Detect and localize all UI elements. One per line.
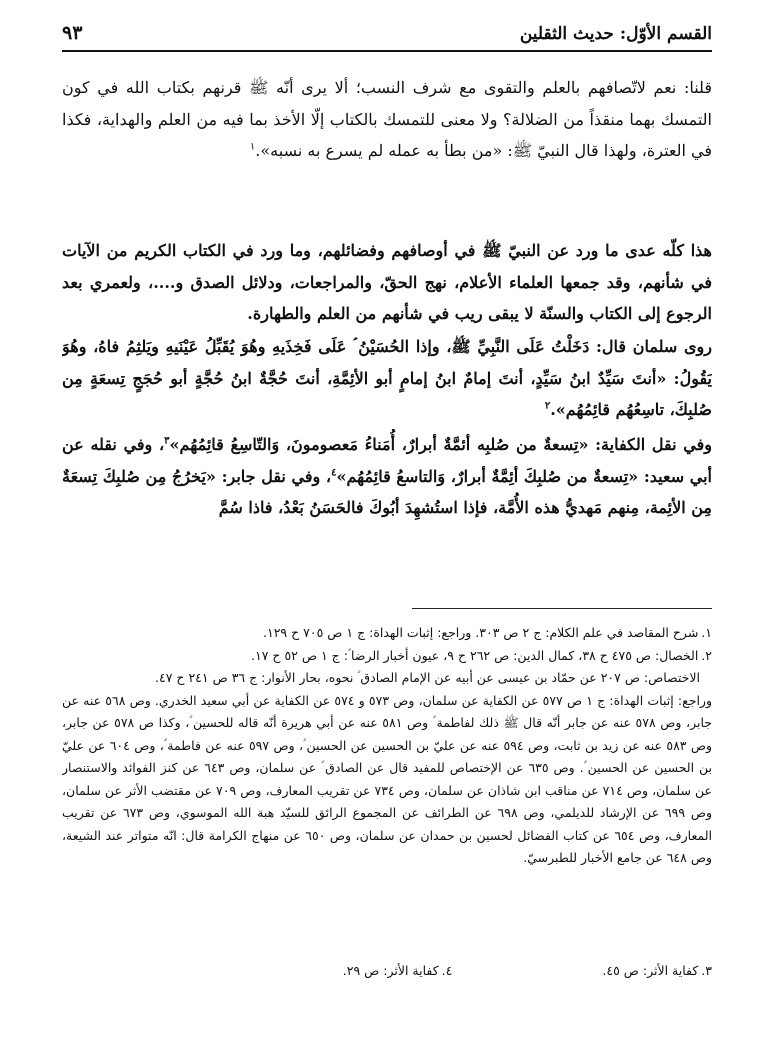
- page-header: [62, 20, 712, 52]
- footnote-number: ٤.: [441, 962, 453, 978]
- footnote-3-4-row: [62, 960, 712, 983]
- paragraph-text: هذا كلّه عدى ما ورد عن النبيّ ﷺ في أوصافهم وفضائلهم، وما ورد في الكتاب الكريم من الآيات في شأنهم، وقد جمعها العلماء الأعلام، نهج الحقّ، والمراجعات، ودلائل الصدق و....، ولعمري بعد الرجوع إلى الكتاب والسنّة لا يبقى ريب في شأنهم من العلم والطهارة.: [62, 241, 712, 324]
- footnote-number: ٣.: [701, 962, 712, 978]
- footnote-text: كفاية الأثر: ص ٢٩.: [342, 962, 439, 978]
- paragraph-hadith-salman: [62, 331, 712, 429]
- footnote-2-continued: الاختصاص: ص ٢٠٧ عن حمّاد بن عيسى عن أبيه عن الإمام الصادق ؑ نحوه، بحار الأنوار: ج ٣٦ ص ٢٤١ ح ٤٧.: [155, 670, 700, 685]
- paragraph-text: ، وفي نقل جابر: «يَخرُجُ مِن صُلبِكَ تِسعَةٌ مِن الأئِمة، مِنهم مَهديُّ هذه الأُمَّة، فإذا استُشهِدَ أبُوكَ فالحَسَنُ بَعْدُ، فاذا سُمَّ: [62, 466, 712, 518]
- footnote-divider: [412, 608, 712, 609]
- footnote-2: [62, 645, 712, 668]
- footnote-text: كفاية الأثر: ص ٤٥.: [602, 962, 699, 978]
- footnote-3: [602, 960, 712, 983]
- paragraph-text: قلنا: نعم لاتّصافهم بالعلم والتقوى مع شرف النسب؛ ألا يرى أنّه ﷺ قرنهم بكتاب الله في كون التمسك بهما منقذاً من الضلالة؟ ولا معنى للتمسك بالكتاب إلّا الأخذ بما فيه من العلم والهداية، فكذا في العترة، ولهذا قال النبيّ ﷺ: «من بطأ به عمله لم يسرع به نسبه».: [62, 78, 712, 161]
- footnote-number: ٢.: [701, 647, 712, 663]
- footnote-4: [343, 960, 453, 983]
- footnote-text: الخصال: ص ٤٧٥ ح ٣٨، كمال الدين: ص ٢٦٢ ح ٩، عيون أخبار الرضا ؑ: ج ١ ص ٥٢ ح ١٧.: [251, 647, 699, 663]
- paragraph-variants: [62, 429, 712, 525]
- footnote-ref: ٤: [331, 467, 337, 479]
- footnote-number: ١.: [701, 625, 712, 640]
- paragraph-response: [62, 72, 712, 230]
- running-title: القسم الأوّل: حديث الثقلين: [519, 24, 712, 44]
- footnote-references-block: وراجع: إثبات الهداة: ج ١ ص ٥٧٧ عن الكفاية عن سلمان، وص ٥٧٣ و ٥٧٤ عن الكفاية عن أبي سعيد الخدري. وص ٥٦٨ عنه عن جابر، وص ٥٧٨ عنه عن جابر أنّه قال ﷺ ذلك لفاطمة ؑ وص ٥٨١ عنه عن أبي هريرة أنّه قاله للحسين ؑ، وكذا ص ٥٧٨ عن جابر، وص ٥٨٣ عنه عن زيد بن ثابت، وص ٥٩٤ عنه عن عليّ بن الحسين عن الحسين ؑ، وص ٥٩٧ عنه عن فاطمة ؑ، وص ٦٠٤ عن عليّ بن الحسين عن الحسين ؑ. وص ٦٣٥ عن الإختصاص للمفيد قال عن الصادق ؑ عن سلمان، وص ٦٤٣ عن كنز الفوائد والاستنصار عن سلمان، وص ٧١٤ عن مناقب ابن شاذان عن سلمان، وص ٧٣٤ عن تقريب المعارف، وص ٧٠٩ عن مقتضب الأثر عن سلمان، وص ٦٩٩ عن الإرشاد للديلمي، وص ٦٩٨ عن الطرائف عن المجموع الرائق للسيّد هبة الله الموسوي، وص ٦٧٣ عن تقريب المعارف، وص ٦٥٤ عن كتاب الفضائل لحسين بن حمدان عن سلمان، وص ٦٥٠ عن منهاج الكرامة قال: انّه متواتر عند الشيعة، وص ٦٤٨ عن جامع الأخبار للطبرسيّ.: [62, 692, 712, 865]
- footnotes: [62, 622, 712, 982]
- footnote-ref: ٢: [544, 400, 551, 412]
- paragraph-summary: [62, 235, 712, 331]
- footnote-text: شرح المقاصد في علم الكلام: ج ٢ ص ٣٠٣. وراجع: إثبات الهداة: ج ١ ص ٧٠٥ ح ١٢٩.: [263, 625, 699, 640]
- footnote-ref: ١: [249, 141, 256, 153]
- footnote-ref: ٣: [164, 435, 170, 447]
- paragraph-text: وفي نقل الكفاية: «تِسعةٌ من صُلبِه أئمَّةٌ أبرارٌ، أُمَناءُ مَعصومونَ، وَالتّاسِعُ قائِمُهُم»: [169, 435, 712, 454]
- page-number: ٩٣: [62, 22, 83, 44]
- footnote-1: [62, 622, 712, 645]
- main-text: [62, 72, 712, 525]
- paragraph-text: روى سلمان قال: دَخَلْتُ عَلَى النَّبِيِّ ﷺ، وإذا الحُسَيْنُ ؑ عَلَى فَخِذَيهِ وهُوَ يُقَبِّلُ عَيْنَيهِ ويَلثِمُ فاهُ، وهُوَ يَقُولُ: «أنتَ سَيِّدٌ ابنُ سَيِّدٍ، أنتَ إمامٌ ابنُ إمامٍ أبو الأئِمَّةِ، أنتَ حُجَّةٌ ابنُ حُجَّةٍ أبو حُجَجٍ تِسعَةٍ مِن صُلبِكَ، تاسِعُهُم قائِمُهُم».: [62, 337, 712, 420]
- paragraph-text: ، وفي نقله عن أبي سعيد: «تِسعةٌ من صُلبِكَ أئِمَّةٌ أبرارٌ، وَالتاسعُ قائِمُهُم»: [62, 435, 712, 486]
